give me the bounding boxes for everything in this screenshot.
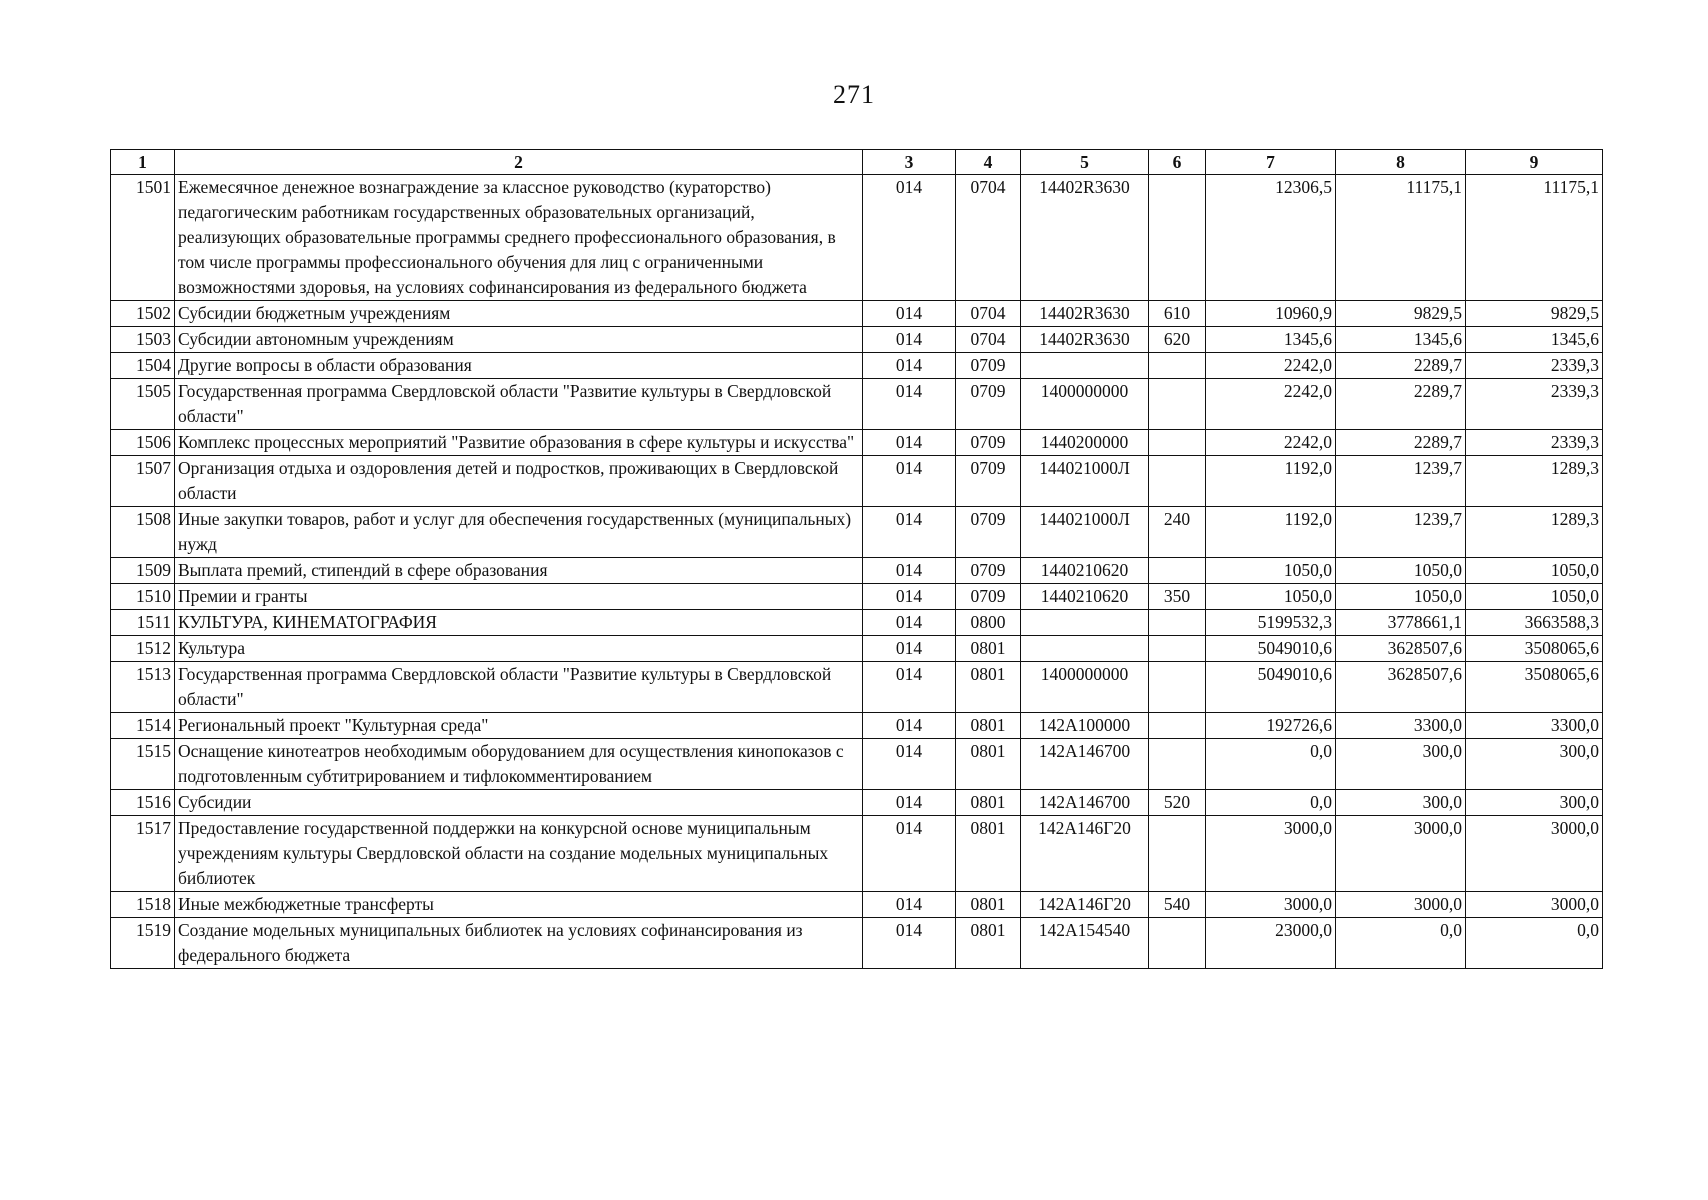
- row-description: Субсидии автономным учреждениям: [175, 327, 863, 353]
- row-number: 1502: [111, 301, 175, 327]
- expense-type-code: [1149, 610, 1206, 636]
- table-row: [111, 456, 1603, 507]
- target-article-code: 142A146700: [1021, 739, 1149, 790]
- amount-col-9: 300,0: [1466, 739, 1603, 790]
- ministry-code: 014: [863, 790, 956, 816]
- section-code: 0800: [956, 610, 1021, 636]
- expense-type-code: [1149, 918, 1206, 969]
- row-number: 1504: [111, 353, 175, 379]
- ministry-code: 014: [863, 507, 956, 558]
- row-description: Государственная программа Свердловской области "Развитие культуры в Свердловской области": [175, 662, 863, 713]
- row-description: Выплата премий, стипендий в сфере образования: [175, 558, 863, 584]
- ministry-code: 014: [863, 713, 956, 739]
- ministry-code: 014: [863, 584, 956, 610]
- expense-type-code: [1149, 379, 1206, 430]
- row-number: 1508: [111, 507, 175, 558]
- expense-type-code: 240: [1149, 507, 1206, 558]
- target-article-code: 144021000Л: [1021, 456, 1149, 507]
- row-description: Комплекс процессных мероприятий "Развитие образования в сфере культуры и искусства": [175, 430, 863, 456]
- table-row: [111, 816, 1603, 892]
- section-code: 0801: [956, 918, 1021, 969]
- table-row: [111, 584, 1603, 610]
- amount-col-9: 2339,3: [1466, 430, 1603, 456]
- row-number: 1507: [111, 456, 175, 507]
- amount-col-8: 11175,1: [1336, 175, 1466, 301]
- ministry-code: 014: [863, 918, 956, 969]
- row-description: Премии и гранты: [175, 584, 863, 610]
- amount-col-9: 3000,0: [1466, 816, 1603, 892]
- row-number: 1509: [111, 558, 175, 584]
- expense-type-code: 540: [1149, 892, 1206, 918]
- amount-col-9: 1050,0: [1466, 584, 1603, 610]
- amount-col-9: 3508065,6: [1466, 662, 1603, 713]
- row-description: Создание модельных муниципальных библиотек на условиях софинансирования из федерального бюджета: [175, 918, 863, 969]
- amount-col-7: 5049010,6: [1206, 662, 1336, 713]
- amount-col-7: 5049010,6: [1206, 636, 1336, 662]
- amount-col-7: 2242,0: [1206, 430, 1336, 456]
- target-article-code: 14402R3630: [1021, 327, 1149, 353]
- expense-type-code: [1149, 456, 1206, 507]
- amount-col-8: 3778661,1: [1336, 610, 1466, 636]
- amount-col-9: 1345,6: [1466, 327, 1603, 353]
- row-description: КУЛЬТУРА, КИНЕМАТОГРАФИЯ: [175, 610, 863, 636]
- table-row: [111, 353, 1603, 379]
- amount-col-8: 3628507,6: [1336, 636, 1466, 662]
- ministry-code: 014: [863, 175, 956, 301]
- amount-col-7: 23000,0: [1206, 918, 1336, 969]
- row-number: 1512: [111, 636, 175, 662]
- amount-col-9: 9829,5: [1466, 301, 1603, 327]
- target-article-code: 14402R3630: [1021, 175, 1149, 301]
- target-article-code: 1440210620: [1021, 584, 1149, 610]
- expense-type-code: [1149, 636, 1206, 662]
- table-row: [111, 662, 1603, 713]
- row-description: Предоставление государственной поддержки на конкурсной основе муниципальным учреждениям культуры Свердловской области на создание модельных муниципальных библиотек: [175, 816, 863, 892]
- table-row: [111, 739, 1603, 790]
- target-article-code: 1400000000: [1021, 662, 1149, 713]
- row-description: Региональный проект "Культурная среда": [175, 713, 863, 739]
- target-article-code: 1440210620: [1021, 558, 1149, 584]
- amount-col-9: 2339,3: [1466, 379, 1603, 430]
- target-article-code: 142A146700: [1021, 790, 1149, 816]
- target-article-code: 1440200000: [1021, 430, 1149, 456]
- ministry-code: 014: [863, 353, 956, 379]
- section-code: 0801: [956, 713, 1021, 739]
- expense-type-code: [1149, 662, 1206, 713]
- amount-col-9: 3000,0: [1466, 892, 1603, 918]
- target-article-code: 142A146Г20: [1021, 892, 1149, 918]
- section-code: 0704: [956, 301, 1021, 327]
- amount-col-8: 2289,7: [1336, 353, 1466, 379]
- amount-col-8: 1050,0: [1336, 558, 1466, 584]
- column-header: 8: [1336, 150, 1466, 175]
- expense-type-code: [1149, 713, 1206, 739]
- amount-col-8: 1239,7: [1336, 456, 1466, 507]
- amount-col-8: 1345,6: [1336, 327, 1466, 353]
- amount-col-8: 3000,0: [1336, 816, 1466, 892]
- row-number: 1510: [111, 584, 175, 610]
- row-number: 1505: [111, 379, 175, 430]
- table-row: [111, 327, 1603, 353]
- amount-col-7: 10960,9: [1206, 301, 1336, 327]
- amount-col-7: 1050,0: [1206, 558, 1336, 584]
- expense-type-code: 350: [1149, 584, 1206, 610]
- table-body: [111, 175, 1603, 969]
- section-code: 0801: [956, 892, 1021, 918]
- amount-col-9: 3663588,3: [1466, 610, 1603, 636]
- table-row: [111, 175, 1603, 301]
- amount-col-9: 3508065,6: [1466, 636, 1603, 662]
- amount-col-7: 0,0: [1206, 790, 1336, 816]
- row-number: 1501: [111, 175, 175, 301]
- amount-col-9: 2339,3: [1466, 353, 1603, 379]
- amount-col-7: 2242,0: [1206, 353, 1336, 379]
- section-code: 0801: [956, 662, 1021, 713]
- target-article-code: 144021000Л: [1021, 507, 1149, 558]
- column-header: 5: [1021, 150, 1149, 175]
- section-code: 0709: [956, 353, 1021, 379]
- expense-type-code: [1149, 430, 1206, 456]
- row-description: Государственная программа Свердловской области "Развитие культуры в Свердловской области": [175, 379, 863, 430]
- table-header-row: [111, 150, 1603, 175]
- amount-col-8: 3000,0: [1336, 892, 1466, 918]
- amount-col-7: 1050,0: [1206, 584, 1336, 610]
- row-number: 1516: [111, 790, 175, 816]
- expense-type-code: 520: [1149, 790, 1206, 816]
- amount-col-7: 1345,6: [1206, 327, 1336, 353]
- row-description: Оснащение кинотеатров необходимым оборудованием для осуществления кинопоказов с подготовленным субтитрированием и тифлокомментированием: [175, 739, 863, 790]
- row-number: 1518: [111, 892, 175, 918]
- column-header: 3: [863, 150, 956, 175]
- row-description: Ежемесячное денежное вознаграждение за классное руководство (кураторство) педагогическим работникам государственных образовательных организаций, реализующих образовательные программы среднего профессионального образования, в том числе программы профессионального обучения для лиц с ограниченными возможностями здоровья, на условиях софинансирования из федерального бюджета: [175, 175, 863, 301]
- row-number: 1503: [111, 327, 175, 353]
- amount-col-9: 1289,3: [1466, 507, 1603, 558]
- amount-col-8: 300,0: [1336, 790, 1466, 816]
- ministry-code: 014: [863, 430, 956, 456]
- section-code: 0709: [956, 584, 1021, 610]
- section-code: 0801: [956, 636, 1021, 662]
- amount-col-8: 9829,5: [1336, 301, 1466, 327]
- column-header: 1: [111, 150, 175, 175]
- ministry-code: 014: [863, 456, 956, 507]
- row-description: Субсидии: [175, 790, 863, 816]
- ministry-code: 014: [863, 662, 956, 713]
- ministry-code: 014: [863, 379, 956, 430]
- amount-col-8: 2289,7: [1336, 379, 1466, 430]
- column-header: 6: [1149, 150, 1206, 175]
- target-article-code: 1400000000: [1021, 379, 1149, 430]
- amount-col-9: 1050,0: [1466, 558, 1603, 584]
- row-number: 1515: [111, 739, 175, 790]
- row-description: Культура: [175, 636, 863, 662]
- page-number: 271: [833, 80, 875, 109]
- ministry-code: 014: [863, 892, 956, 918]
- amount-col-8: 3628507,6: [1336, 662, 1466, 713]
- table-row: [111, 430, 1603, 456]
- amount-col-8: 2289,7: [1336, 430, 1466, 456]
- row-number: 1513: [111, 662, 175, 713]
- expense-type-code: [1149, 558, 1206, 584]
- row-number: 1517: [111, 816, 175, 892]
- amount-col-7: 3000,0: [1206, 816, 1336, 892]
- target-article-code: 14402R3630: [1021, 301, 1149, 327]
- amount-col-9: 3300,0: [1466, 713, 1603, 739]
- amount-col-7: 12306,5: [1206, 175, 1336, 301]
- ministry-code: 014: [863, 636, 956, 662]
- row-number: 1514: [111, 713, 175, 739]
- expense-type-code: [1149, 739, 1206, 790]
- amount-col-7: 2242,0: [1206, 379, 1336, 430]
- ministry-code: 014: [863, 816, 956, 892]
- section-code: 0704: [956, 327, 1021, 353]
- table-row: [111, 636, 1603, 662]
- target-article-code: 142A154540: [1021, 918, 1149, 969]
- ministry-code: 014: [863, 558, 956, 584]
- amount-col-7: 0,0: [1206, 739, 1336, 790]
- table-row: [111, 301, 1603, 327]
- table-row: [111, 558, 1603, 584]
- amount-col-7: 192726,6: [1206, 713, 1336, 739]
- table-row: [111, 892, 1603, 918]
- table-row: [111, 379, 1603, 430]
- amount-col-9: 1289,3: [1466, 456, 1603, 507]
- column-header: 2: [175, 150, 863, 175]
- section-code: 0709: [956, 558, 1021, 584]
- column-header: 9: [1466, 150, 1603, 175]
- row-description: Другие вопросы в области образования: [175, 353, 863, 379]
- amount-col-9: 300,0: [1466, 790, 1603, 816]
- row-description: Организация отдыха и оздоровления детей и подростков, проживающих в Свердловской области: [175, 456, 863, 507]
- target-article-code: 142A100000: [1021, 713, 1149, 739]
- amount-col-8: 1050,0: [1336, 584, 1466, 610]
- section-code: 0801: [956, 816, 1021, 892]
- table-row: [111, 610, 1603, 636]
- section-code: 0801: [956, 739, 1021, 790]
- ministry-code: 014: [863, 739, 956, 790]
- expense-type-code: 610: [1149, 301, 1206, 327]
- table-row: [111, 790, 1603, 816]
- row-description: Иные закупки товаров, работ и услуг для обеспечения государственных (муниципальных) нужд: [175, 507, 863, 558]
- row-number: 1519: [111, 918, 175, 969]
- section-code: 0709: [956, 456, 1021, 507]
- row-number: 1506: [111, 430, 175, 456]
- column-header: 7: [1206, 150, 1336, 175]
- section-code: 0709: [956, 430, 1021, 456]
- amount-col-7: 1192,0: [1206, 507, 1336, 558]
- ministry-code: 014: [863, 610, 956, 636]
- column-header: 4: [956, 150, 1021, 175]
- row-number: 1511: [111, 610, 175, 636]
- target-article-code: [1021, 353, 1149, 379]
- ministry-code: 014: [863, 327, 956, 353]
- amount-col-7: 3000,0: [1206, 892, 1336, 918]
- table-row: [111, 713, 1603, 739]
- expense-type-code: [1149, 353, 1206, 379]
- section-code: 0801: [956, 790, 1021, 816]
- expense-type-code: 620: [1149, 327, 1206, 353]
- ministry-code: 014: [863, 301, 956, 327]
- amount-col-8: 3300,0: [1336, 713, 1466, 739]
- amount-col-8: 1239,7: [1336, 507, 1466, 558]
- amount-col-7: 5199532,3: [1206, 610, 1336, 636]
- target-article-code: [1021, 636, 1149, 662]
- section-code: 0709: [956, 507, 1021, 558]
- section-code: 0709: [956, 379, 1021, 430]
- row-description: Иные межбюджетные трансферты: [175, 892, 863, 918]
- target-article-code: 142A146Г20: [1021, 816, 1149, 892]
- table-row: [111, 918, 1603, 969]
- amount-col-7: 1192,0: [1206, 456, 1336, 507]
- target-article-code: [1021, 610, 1149, 636]
- amount-col-9: 11175,1: [1466, 175, 1603, 301]
- table-row: [111, 507, 1603, 558]
- amount-col-8: 0,0: [1336, 918, 1466, 969]
- amount-col-8: 300,0: [1336, 739, 1466, 790]
- budget-table: [110, 149, 1603, 969]
- expense-type-code: [1149, 816, 1206, 892]
- expense-type-code: [1149, 175, 1206, 301]
- row-description: Субсидии бюджетным учреждениям: [175, 301, 863, 327]
- section-code: 0704: [956, 175, 1021, 301]
- amount-col-9: 0,0: [1466, 918, 1603, 969]
